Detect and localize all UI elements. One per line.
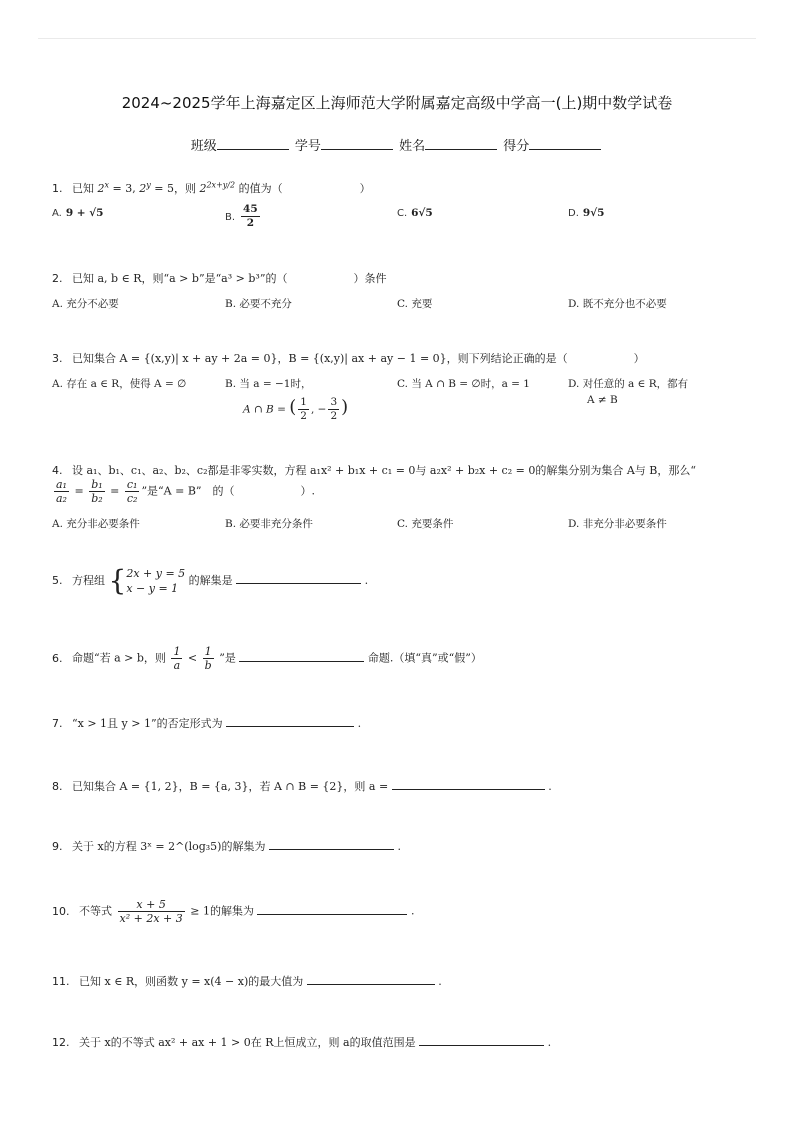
option-d[interactable]: D. 对任意的 a ∈ R，都有 — [568, 378, 689, 390]
option-a[interactable]: A. 充分非必要条件 — [52, 518, 140, 530]
question-end: . — [548, 780, 552, 793]
score-label: 得分 — [503, 139, 530, 154]
question-stem: 已知 x ∈ R，则函数 y = x(4 − x)的最大值为 — [79, 975, 304, 988]
question-stem: “x > 1且 y > 1”的否定形式为 — [72, 717, 223, 730]
score-field[interactable] — [529, 137, 601, 150]
question-tail: 的解集是 — [188, 574, 233, 587]
option-d[interactable]: D. 9√5 — [568, 207, 605, 219]
question-stem: 关于 x的不等式 ax² + ax + 1 > 0在 R上恒成立，则 a的取值范围是 — [79, 1036, 416, 1049]
question-stem: 已知 $2^x = 3$, $2^y = 5$，则 $2^{2x+y/2}$ 的值为（ ） — [72, 180, 371, 195]
option-c[interactable]: C. 充要 — [397, 298, 433, 310]
option-b-line2: A ∩ B = ( $\frac{1}{2}$ , − $\frac{3}{2}$ ) — [243, 396, 349, 422]
question-end: . — [410, 904, 415, 918]
question-5 — [52, 566, 368, 596]
answer-blank[interactable] — [307, 973, 435, 985]
question-stem: 已知集合 A = {1, 2}，B = {a, 3}，若 A ∩ B = {2}，则 a = — [72, 780, 389, 793]
question-12 — [52, 1034, 551, 1050]
question-6: 6. 命题“若 a > b，则 $\frac{1}{a}$ < $\frac{1}{b}$ ”是 命题.（填“真”或“假”） — [52, 645, 482, 672]
question-stem: 命题“若 a > b，则 — [72, 651, 166, 665]
question-3 — [52, 350, 645, 366]
question-1 — [52, 180, 371, 196]
option-b[interactable]: B. 必要不充分 — [225, 298, 292, 310]
option-a[interactable]: A. 存在 a ∈ R，使得 A = ∅ — [52, 378, 187, 390]
option-a[interactable]: A. 9 + √5 — [52, 207, 104, 219]
question-end: . — [438, 975, 442, 988]
class-field[interactable] — [217, 137, 289, 150]
question-end: . — [364, 574, 369, 587]
question-end: 命题.（填“真”或“假”） — [367, 651, 482, 665]
answer-blank[interactable] — [392, 778, 545, 790]
question-stem: 方程组 — [72, 574, 105, 587]
id-field[interactable] — [321, 137, 393, 150]
question-10 — [52, 898, 414, 925]
question-number: 8. — [52, 780, 63, 793]
option-d-line2: A ≠ B — [587, 394, 618, 406]
student-info-row — [0, 135, 794, 154]
name-label: 姓名 — [399, 139, 426, 154]
option-c[interactable]: C. 充要条件 — [397, 518, 454, 530]
question-number: 9. — [52, 840, 63, 853]
question-8 — [52, 778, 552, 794]
question-stem: 不等式 — [79, 904, 112, 918]
question-stem: 关于 x的方程 3ˣ = 2^(log₃5)的解集为 — [72, 840, 266, 853]
question-number: 3. — [52, 352, 63, 365]
question-end: . — [397, 840, 401, 853]
question-stem: 已知 a, b ∈ R，则“a > b”是“a³ > b³”的（ ）条件 — [72, 272, 387, 285]
page-title: 2024~2025学年上海嘉定区上海师范大学附属嘉定高级中学高一(上)期中数学试卷 — [121, 94, 673, 112]
option-b[interactable] — [225, 376, 311, 391]
answer-blank[interactable] — [236, 572, 361, 584]
question-stem-2: ”是“A = B” 的（ ）. — [141, 484, 316, 498]
option-d[interactable]: D. 既不充分也不必要 — [568, 298, 667, 310]
question-stem: 已知集合 A = {(x,y)| x + ay + 2a = 0}，B = {(x,y)| ax + ay − 1 = 0}，则下列结论正确的是（ ） — [72, 352, 645, 365]
answer-blank[interactable] — [239, 650, 364, 662]
answer-blank[interactable] — [419, 1034, 544, 1046]
question-number: 6. — [52, 651, 63, 665]
question-end: . — [547, 1036, 552, 1049]
question-stem: 设 a₁、b₁、c₁、a₂、b₂、c₂都是非零实数，方程 a₁x² + b₁x + c₁ = 0与 a₂x² + b₂x + c₂ = 0的解集分别为集合 A与 B，那么“ — [72, 464, 696, 477]
question-tail: ≥ 1的解集为 — [190, 904, 254, 918]
answer-blank[interactable] — [257, 903, 407, 915]
top-divider — [38, 38, 756, 39]
option-b-line1: B. 当 a = −1时， — [225, 378, 312, 390]
question-end: . — [357, 717, 362, 730]
option-c[interactable]: C. 当 A ∩ B = ∅时，a = 1 — [397, 378, 530, 390]
option-c[interactable]: C. 6√5 — [397, 207, 433, 219]
option-a[interactable]: A. 充分不必要 — [52, 298, 119, 310]
option-b[interactable]: B. 必要非充分条件 — [225, 518, 313, 530]
fraction-denominator: x² + 2x + 3 — [119, 912, 183, 925]
name-field[interactable] — [425, 137, 497, 150]
id-label: 学号 — [294, 139, 321, 154]
question-2 — [52, 270, 386, 286]
question-number: 11. — [52, 975, 70, 988]
question-number: 4. — [52, 464, 63, 477]
question-number: 7. — [52, 717, 63, 730]
question-4 — [52, 462, 696, 478]
question-number: 2. — [52, 272, 63, 285]
class-label: 班级 — [190, 139, 217, 154]
question-number: 10. — [52, 904, 70, 918]
question-number: 12. — [52, 1036, 70, 1049]
option-b[interactable]: B. $\frac{45}{2}$ — [225, 203, 258, 229]
option-d[interactable]: D. 非充分非必要条件 — [568, 518, 667, 530]
answer-blank[interactable] — [226, 715, 354, 727]
question-number: 5. — [52, 574, 63, 587]
fraction-numerator: x + 5 — [118, 898, 185, 912]
question-7 — [52, 715, 361, 731]
question-4-line2: $\frac{\text{a₁}}{\text{a₂}}$ = $\frac{\text{b₁}}{\text{b₂}}$ = $\frac{\text{c₁}}{\text{c₂}}$ ”是“A = B” 的（ ）. — [56, 478, 316, 505]
question-11 — [52, 973, 442, 989]
brace-symbol: { — [108, 564, 127, 597]
question-number: 1. — [52, 182, 63, 195]
equation-system: 2x + y = 5 x − y = 1 — [126, 567, 186, 595]
question-9 — [52, 838, 401, 854]
question-tail: ”是 — [219, 651, 236, 665]
answer-blank[interactable] — [269, 838, 394, 850]
